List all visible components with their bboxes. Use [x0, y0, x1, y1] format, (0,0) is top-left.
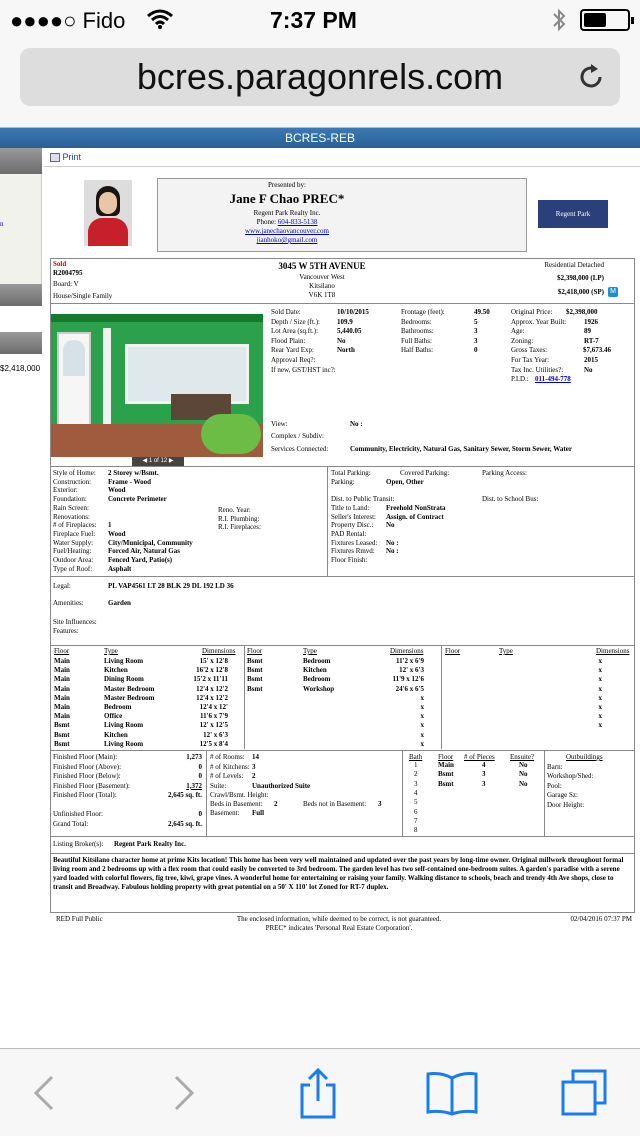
detail-value: 0	[474, 346, 478, 355]
count-value: 2	[252, 772, 256, 780]
postal-code: V6K 1T8	[308, 291, 336, 299]
feature-label: Property Disc.:	[331, 521, 374, 530]
services-label: Services Connected:	[271, 445, 329, 453]
room-type: Bedroom	[303, 657, 331, 665]
detail-value: 3	[474, 327, 478, 336]
room-dim: x	[420, 712, 424, 721]
bath-number: 6	[414, 807, 418, 816]
count-value: Unauthorized Suite	[252, 781, 311, 790]
detail-label: If new, GST/HST inc?:	[271, 365, 336, 374]
detail-label: Bathrooms:	[401, 327, 434, 336]
count-label: # of Rooms:	[210, 753, 245, 761]
room-floor: Main	[54, 675, 70, 684]
room-floor: Bsmt	[247, 657, 263, 665]
detail-value: 1926	[584, 317, 598, 326]
detail-label: Flood Plain:	[271, 336, 306, 345]
side-block	[0, 332, 42, 354]
bath-number: 4	[414, 788, 418, 797]
bath-pieces: 3	[482, 779, 486, 788]
book-icon	[425, 1070, 479, 1116]
feature-label: Style of Home:	[53, 469, 96, 477]
area: Kitsilano	[309, 282, 335, 290]
count-value: 2	[274, 800, 278, 808]
area-value: 1,273	[186, 753, 202, 761]
broker-value: Regent Park Realty Inc.	[114, 840, 186, 848]
feature-label: Renovations:	[53, 512, 90, 521]
photo-counter[interactable]	[132, 457, 184, 466]
side-block	[0, 174, 42, 284]
feature-label: Fuel/Heating:	[53, 547, 92, 556]
col-header: Dimensions	[596, 647, 630, 655]
feature-value: Forced Air, Natural Gas	[108, 547, 180, 556]
count-value: 3	[252, 762, 256, 771]
agent-company: Regent Park Realty Inc.	[253, 209, 321, 217]
reload-icon[interactable]	[576, 62, 606, 92]
feature-value: Covered Parking:	[400, 469, 450, 477]
bath-pieces: 3	[482, 770, 486, 779]
clock-label: 7:37 PM	[270, 7, 357, 33]
room-dim: x	[420, 721, 424, 730]
feature-label: Water Supply:	[53, 538, 94, 547]
feature-value: Frame - Wood	[108, 477, 152, 486]
room-dim: 15'2 x 11'11	[193, 675, 228, 684]
col-header: Type	[104, 647, 118, 655]
room-floor: Bsmt	[247, 684, 263, 693]
detail-label: Zoning:	[511, 336, 534, 345]
feature-value: 2 Storey w/Bsmt.	[108, 469, 159, 477]
room-dim: x	[598, 693, 602, 702]
feature-value: No :	[386, 538, 399, 547]
room-dim: 12'4 x 12'2	[196, 693, 228, 702]
mls-number: R2004795	[53, 269, 83, 277]
outbuilding-label: Door Height:	[547, 800, 585, 809]
feature-value: 1	[108, 521, 112, 530]
print-button[interactable]	[50, 152, 81, 162]
col-header: Type	[303, 647, 317, 655]
col-header: Floor	[438, 753, 454, 761]
property-photo[interactable]	[51, 314, 263, 457]
detail-label: Original Price:	[511, 308, 553, 316]
feature-label: Dist. to Public Transit:	[331, 495, 395, 504]
detail-value: $2,398,000	[566, 308, 598, 316]
page-header-strip	[0, 128, 640, 148]
feature-value: No	[386, 521, 395, 530]
bath-number: 1	[414, 761, 418, 769]
bath-ensuite: No	[519, 761, 528, 769]
legal-value: PL VAP4561 LT 28 BLK 29 DL 192 LD 36	[108, 582, 234, 590]
url-text: bcres.paragonrels.com	[136, 56, 504, 97]
room-dim: x	[420, 703, 424, 711]
detail-label: Gross Taxes:	[511, 346, 548, 355]
feature-label: Type of Roof:	[53, 564, 93, 573]
room-dim: 12' x 12'5	[199, 721, 228, 730]
room-dim: x	[420, 739, 424, 748]
detail-value: 2015	[584, 356, 598, 364]
feature-value: Wood	[108, 486, 126, 495]
feature-label: Fixtures Rmvd:	[331, 547, 375, 556]
presented-by: Presented by:	[268, 181, 306, 189]
sold-price: $2,418,000 (SP)	[557, 288, 604, 296]
count-label: # of Kitchens:	[210, 762, 250, 771]
agent-name: Jane F Chao PREC*	[229, 191, 345, 206]
room-dim: 12'4 x 12'2	[196, 684, 228, 693]
detail-value: No	[337, 336, 346, 345]
room-floor: Main	[54, 657, 70, 665]
area-value: 0	[198, 810, 202, 818]
count-label: Beds in Basement:	[210, 800, 263, 808]
bath-number: 5	[414, 798, 418, 807]
beds-not-basement-label: Beds not in Basement:	[303, 800, 367, 808]
detail-label: Sold Date:	[271, 308, 301, 316]
pid-link[interactable]: 011-494-778	[535, 375, 571, 384]
room-dim: 15' x 12'8	[199, 657, 228, 665]
area-value: 1,372	[186, 781, 202, 790]
feature-value: Wood	[108, 529, 126, 538]
listing-report	[44, 148, 640, 1048]
room-type: Master Bedroom	[104, 693, 155, 702]
agent-website-line	[157, 227, 417, 236]
room-dim: 24'6 x 6'5	[395, 684, 424, 693]
detail-label: Bedrooms:	[401, 317, 432, 326]
detail-label: Half Baths:	[401, 346, 434, 355]
detail-value: 10/10/2015	[337, 308, 369, 316]
bath-number: 7	[414, 816, 418, 825]
chevron-right-icon	[172, 1073, 196, 1113]
room-dim: x	[420, 730, 424, 739]
bath-floor: Bsmt	[438, 779, 454, 788]
room-type: Kitchen	[303, 666, 327, 675]
legal-label: Legal:	[53, 582, 71, 590]
room-dim: 12'5 x 8'4	[199, 739, 228, 748]
detail-label: Frontage (feet):	[401, 308, 445, 316]
bookmarks-button[interactable]	[412, 1049, 492, 1137]
side-block	[0, 284, 42, 306]
feature-label: Foundation:	[53, 495, 87, 504]
feature-value: Fenced Yard, Patio(s)	[108, 556, 173, 564]
outbuilding-label: Barn:	[547, 763, 563, 771]
detail-label: Tax Inc. Utilities?:	[511, 365, 564, 374]
amenities-value: Garden	[108, 599, 131, 607]
agent-email-link[interactable]: jianhoko@gmail.com	[256, 236, 318, 244]
mls-badge: M	[608, 287, 618, 297]
services-value: Community, Electricity, Natural Gas, Sanitary Sewer, Storm Sewer, Water	[350, 445, 572, 453]
forward-button[interactable]	[144, 1049, 224, 1137]
view-label: View:	[271, 420, 288, 428]
room-type: Kitchen	[104, 730, 128, 739]
detail-value: No	[584, 365, 593, 374]
detail-value: 89	[584, 327, 591, 336]
room-dim: 11'9 x 12'6	[392, 675, 424, 684]
feature-value: City/Municipal, Community	[108, 538, 193, 547]
feature-value: Concrete Perimeter	[108, 495, 167, 504]
room-type: Living Room	[104, 721, 144, 730]
brokerage-logo	[538, 200, 608, 228]
amenities-label: Amenities:	[53, 599, 84, 607]
detail-label: Lot Area (sq.ft.):	[271, 327, 319, 336]
room-dim: 11'6 x 7'9	[199, 712, 228, 721]
count-label: # of Levels:	[210, 772, 244, 780]
property-type: House/Single Family	[53, 292, 113, 300]
room-dim: x	[598, 703, 602, 711]
side-link[interactable]: n	[0, 220, 4, 228]
room-floor: Bsmt	[54, 739, 70, 748]
public-remarks: Beautiful Kitsilano character home at prime Kits location! This home has been very well maintained and updated over the past years by long-time owner. Original millwork throughout formal living room and 2 bedrooms up with a flex room that could easily be converted to 3rd bedroom. The garden level has two self-contained one-bedroom suites. A garden's paradise with a serene yard loaded with colorful flowers, fig tree, kiwi, grape vines. A wonderful home for entertaining or raising your family. Walking distance to schools, beach and trendy 4th Ave shops, close to transit and Broadway. Fabulous holding property with great potential on a 50' X 110' lot Zoned for RT-7 duplex.	[53, 856, 624, 891]
area-label: Grand Total:	[53, 819, 89, 828]
bath-floor: Bsmt	[438, 770, 454, 779]
detail-label: For Tax Year:	[511, 356, 550, 364]
outbuilding-label: Workshop/Shed:	[547, 772, 594, 781]
room-dim: x	[598, 721, 602, 730]
count-label: Crawl/Bsmt. Height:	[210, 791, 269, 799]
complex-label: Complex / Subdiv:	[271, 432, 324, 440]
room-type: Bedroom	[104, 703, 132, 711]
listing-status: Sold	[53, 260, 67, 268]
area-label: Unfinished Floor:	[53, 810, 103, 818]
room-dim: 12' x 6'3	[399, 666, 424, 675]
area-value: 0	[198, 762, 202, 771]
count-label: Basement:	[210, 809, 240, 817]
features-label: Features:	[53, 627, 79, 635]
broker-label: Listing Broker(s):	[53, 840, 104, 848]
col-header: Outbuildings	[566, 753, 603, 761]
room-dim: x	[598, 684, 602, 693]
room-dim: x	[598, 657, 602, 665]
room-floor: Main	[54, 684, 70, 693]
agent-phone-link[interactable]: 604-833-5138	[277, 218, 318, 226]
detail-label: Approx. Year Built:	[511, 317, 567, 326]
feature-label: Fixtures Leased:	[331, 538, 378, 547]
col-header: Dimensions	[202, 647, 236, 655]
room-dim: 12'4 x 12'	[199, 703, 228, 711]
feature-label: Outdoor Area:	[53, 556, 94, 564]
room-floor: Bsmt	[247, 666, 263, 675]
carrier-label: ●●●●○ Fido	[10, 8, 126, 33]
bath-number: 2	[414, 770, 418, 779]
room-floor: Main	[54, 703, 70, 711]
browser-address-area	[0, 40, 640, 128]
detail-value: 3	[474, 336, 478, 345]
col-header: Ensuite?	[510, 753, 535, 761]
room-dim: 16'2 x 12'8	[196, 666, 228, 675]
area-value: 2,645 sq. ft.	[167, 819, 202, 828]
tabs-button[interactable]	[544, 1049, 624, 1137]
room-type: Living Room	[104, 657, 144, 665]
detail-value: $7,673.46	[583, 346, 611, 355]
feature-label: R.I. Fireplaces:	[218, 523, 261, 532]
footer-left: RED Full Public	[56, 915, 103, 923]
board: Board: V	[53, 280, 79, 288]
phone-label: Phone:	[256, 218, 277, 226]
beds-not-basement-value: 3	[378, 800, 382, 808]
col-header: Floor	[445, 647, 461, 655]
bath-ensuite: No	[519, 779, 528, 788]
col-header: Bath	[409, 753, 423, 761]
room-dim: x	[598, 712, 602, 721]
next-photo-icon[interactable]: ▶	[167, 458, 174, 464]
room-floor: Bsmt	[54, 730, 70, 739]
bath-number: 8	[414, 826, 418, 835]
detail-label: Approval Req?:	[271, 356, 316, 364]
address: 3045 W 5TH AVENUE	[278, 261, 366, 271]
col-header: Dimensions	[390, 647, 424, 655]
detail-value: 5	[474, 317, 478, 326]
side-block	[0, 148, 42, 174]
detail-label: Age:	[511, 327, 525, 336]
feature-label: Fireplace Fuel:	[53, 529, 96, 538]
feature-value: Asphalt	[108, 564, 132, 573]
detail-value: RT-7	[584, 336, 599, 345]
logo-text: Regent Park	[555, 210, 591, 218]
agent-email-line	[157, 236, 417, 245]
back-button[interactable]	[4, 1049, 84, 1137]
bath-floor: Main	[438, 761, 454, 769]
feature-label: Seller's Interest:	[331, 512, 376, 521]
view-value: No :	[350, 420, 363, 428]
room-floor: Main	[54, 666, 70, 675]
room-type: Office	[104, 712, 123, 721]
room-floor: Main	[54, 693, 70, 702]
col-header: Type	[499, 647, 513, 655]
left-side-panel	[0, 148, 44, 1048]
room-floor: Main	[54, 712, 70, 721]
feature-value: No :	[386, 547, 399, 556]
area-label: Finished Floor (Above):	[53, 762, 122, 771]
feature-value: Open, Other	[386, 477, 424, 486]
browser-toolbar	[0, 1048, 640, 1136]
side-price: $2,418,000	[0, 364, 41, 373]
address-bar[interactable]	[20, 48, 620, 106]
room-dim: x	[598, 666, 602, 675]
detail-label: Depth / Size (ft.):	[271, 317, 320, 326]
feature-label: Dist. to School Bus:	[482, 495, 539, 504]
area-label: Finished Floor (Total):	[53, 791, 117, 799]
room-dim: x	[420, 693, 424, 702]
feature-label: Total Parking:	[331, 469, 371, 477]
detail-value: North	[337, 346, 355, 355]
area-value: 2,645 sq. ft.	[167, 791, 202, 799]
room-type: Workshop	[303, 684, 335, 693]
share-button[interactable]	[278, 1049, 358, 1137]
feature-label: R.I. Plumbing:	[218, 514, 260, 523]
count-value: 14	[252, 753, 259, 761]
status-bar	[0, 0, 640, 40]
area-label: Finished Floor (Basement):	[53, 781, 130, 790]
detail-value: 109.9	[337, 317, 353, 326]
area-value: 0	[198, 772, 202, 780]
room-floor: Bsmt	[54, 721, 70, 730]
footer-disclaimer: The enclosed information, while deemed to be correct, is not guaranteed.	[236, 915, 442, 923]
feature-value: Assign. of Contract	[386, 512, 444, 521]
room-type: Dining Room	[104, 675, 144, 684]
feature-label: Reno. Year:	[218, 506, 251, 514]
battery-icon	[580, 9, 630, 31]
count-value: Full	[252, 809, 265, 817]
prev-photo-icon[interactable]: ◀	[142, 458, 149, 464]
feature-label: # of Fireplaces:	[53, 521, 97, 530]
photo-counter-text: 1 of 12	[148, 458, 168, 464]
feature-label: Parking Access:	[482, 469, 527, 477]
header-title: BCRES-REB	[284, 131, 355, 145]
col-header: # of Pieces	[464, 753, 495, 761]
detail-label: Full Baths:	[401, 336, 432, 345]
feature-label: Construction:	[53, 477, 92, 486]
outbuilding-label: Garage Sz:	[547, 791, 578, 800]
room-dim: x	[598, 675, 602, 684]
tabs-icon	[559, 1068, 609, 1118]
wifi-icon	[146, 8, 174, 30]
category: Residential Detached	[544, 261, 604, 269]
area-label: Finished Floor (Main):	[53, 753, 118, 761]
area-label: Finished Floor (Below):	[53, 772, 121, 780]
bath-ensuite: No	[519, 770, 528, 779]
room-type: Master Bedroom	[104, 684, 155, 693]
bath-number: 3	[414, 779, 418, 788]
feature-label: Exterior:	[53, 486, 78, 495]
list-price: $2,398,000 (LP)	[557, 274, 604, 282]
detail-value: 49.50	[474, 308, 490, 316]
room-dim: 12' x 6'3	[203, 730, 228, 739]
feature-label: Parking:	[331, 477, 355, 486]
site-influences-label: Site Influences:	[53, 618, 97, 626]
agent-website-link[interactable]: www.janechaovancouver.com	[245, 227, 329, 235]
bluetooth-icon	[552, 8, 566, 32]
share-icon	[298, 1067, 338, 1119]
room-type: Living Room	[104, 739, 144, 748]
detail-label: P.I.D.:	[511, 375, 529, 384]
room-type: Kitchen	[104, 666, 128, 675]
col-header: Floor	[247, 647, 263, 655]
feature-label: Rain Screen:	[53, 503, 89, 512]
room-dim: 11'2 x 6'9	[395, 657, 424, 665]
chevron-left-icon	[32, 1073, 56, 1113]
print-label: Print	[62, 152, 82, 162]
feature-label: Floor Finish:	[331, 556, 368, 564]
agent-phone-line	[157, 218, 417, 227]
feature-label: PAD Rental:	[331, 529, 367, 538]
detail-value: 5,440.05	[337, 327, 362, 336]
footer-prec-note: PREC* indicates 'Personal Real Estate Corporation'.	[265, 924, 413, 932]
bath-pieces: 4	[482, 761, 486, 769]
room-floor: Bsmt	[247, 675, 263, 684]
footer-date: 02/04/2016 07:37 PM	[570, 915, 632, 923]
count-label: Suite:	[210, 781, 227, 790]
room-type: Bedroom	[303, 675, 331, 684]
feature-value: Freehold NonStrata	[386, 503, 446, 512]
feature-label: Title to Land:	[331, 503, 370, 512]
col-header: Floor	[54, 647, 70, 655]
outbuilding-label: Pool:	[547, 781, 562, 790]
detail-label: Rear Yard Exp:	[271, 346, 314, 355]
printer-icon	[50, 153, 60, 162]
agent-photo	[84, 180, 132, 246]
city: Vancouver West	[299, 273, 345, 281]
